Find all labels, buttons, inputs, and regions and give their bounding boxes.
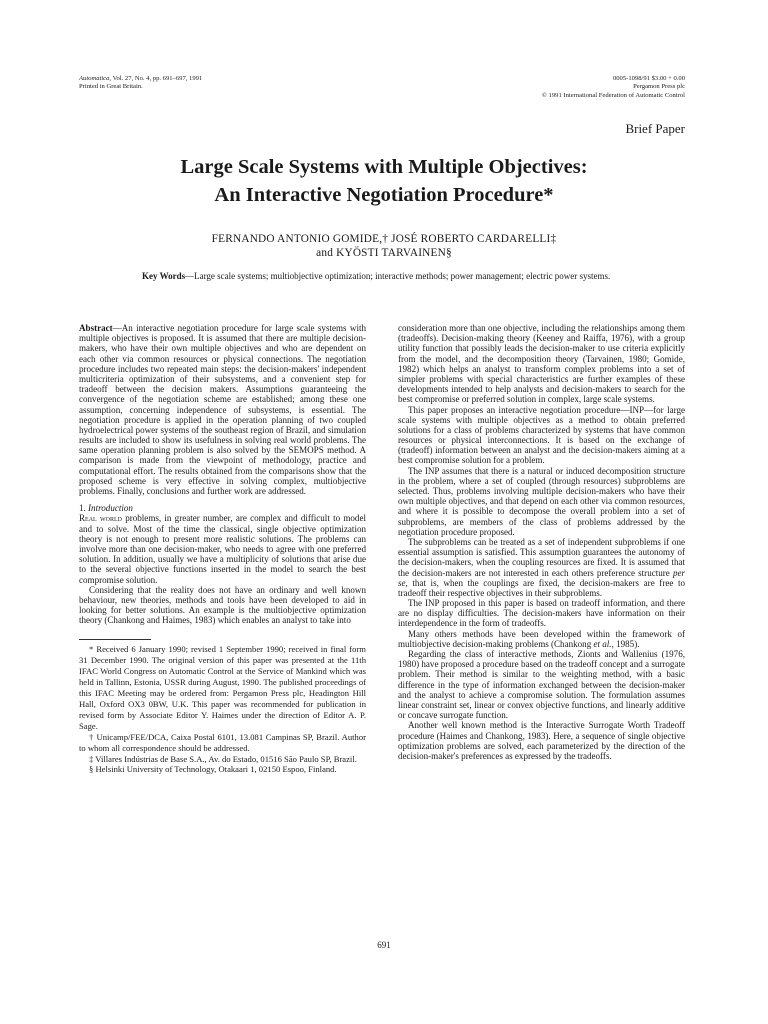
right-paragraph-5: The INP proposed in this paper is based on tradeoff information, and there are no display difficulties. The decision-makers have information on their interdependence in the form of tradeoffs. (398, 598, 685, 629)
page-number: 691 (377, 940, 391, 950)
authors-line-1: FERNANDO ANTONIO GOMIDE,† JOSÉ ROBERTO CARDARELLI‡ (211, 233, 557, 245)
abstract-text: —An interactive negotiation procedure for large scale systems with multiple objectives is proposed. It is assumed that there are multiple decision-makers, who have their own multiple objectives and who are dependent on each other via common resources or physical connections. The negotiation procedure includes two repeated main steps: the decision-makers' independent multicriteria optimization of their subsystems, and a convenient step for tradeoff between the decision makers. Assumptions guaranteeing the convergence of the negotiation scheme are established; among these one assumption, concerning independence of subsystems, is essential. The negotiation procedure is applied in the operation planning of two coupled hydroelectrical power systems of the southeast region of Brazil, and simulation results are included to show its usefulness in solving real world problems. The same operation planning problem is also solved by the SEMOPS method. A comparison is made from the viewpoint of methodology, practice and computational effort. The results obtained from the comparisons show that the proposed scheme is very effective in solving complex, multiobjective problems. Finally, conclusions and further work are addressed. (79, 323, 366, 496)
footnote-dagger: † Unicamp/FEE/DCA, Caixa Postal 6101, 13.081 Campinas SP, Brazil. Author to whom all correspondence should be addressed. (79, 731, 366, 753)
footnotes (79, 644, 366, 775)
footnote-received: * Received 6 January 1990; revised 1 September 1990; received in final form 31 December 1990. The original version of this paper was presented at the 11th IFAC World Congress on Automatic Control at the Service of Mankind which was held in Tallinn, Estonia, USSR during August, 1990. The published proceedings of this IFAC Meeting may be ordered from: Pergamon Press plc, Headington Hill Hall, Oxford OX3 0BW, U.K. This paper was recommended for publication in revised form by Associate Editor Y. Haimes under the direction of Editor A. P. Sage. (79, 644, 366, 731)
journal-citation: Automatica, Vol. 27, No. 4, pp. 691–697, 1991 (79, 75, 203, 82)
printed-note: Printed in Great Britain. (79, 83, 143, 91)
journal-header (79, 75, 202, 92)
right-paragraph-3: The INP assumes that there is a natural or induced decomposition structure in the problem, where a set of coupled (through resources) subproblems are selected. Thus, problems involving multiple decision-makers who have their own multiple objectives, and that depend on each other via common resources, and where it is possible to decompose the overall problem into a set of subproblems, are members of the class of problems addressed by the negotiation procedure proposed. (398, 465, 685, 537)
right-paragraph-4: The subproblems can be treated as a set of independent subproblems if one essential assumption is satisfied. This assumption guarantees the autonomy of the decision-makers, when the coupling resources are fixed. It is assumed that the decision-makers are not interested in each others preference structure per se, that is, when the couplings are fixed, the decision-makers are free to tradeoff their respective objectives in their subproblems. (398, 536, 685, 598)
keywords-text: —Large scale systems; multiobjective optimization; interactive methods; power management; electric power systems. (185, 271, 611, 281)
abstract-label: Abstract (79, 323, 113, 333)
abstract (79, 323, 366, 496)
intro-paragraph-2: Considering that the reality does not have an ordinary and well known behaviour, new theories, methods and tools have been developed to aid in looking for better solutions. An example is the multiobjective optimization theory (Chankong and Haimes, 1983) which enables an analyst to take into (79, 584, 366, 626)
title-line-2: An Interactive Negotiation Procedure* (214, 184, 554, 206)
authors-line-2: and KYÖSTI TARVAINEN§ (316, 247, 452, 259)
left-column (79, 323, 366, 775)
right-paragraph-1: consideration more than one objective, including the relationships among them (tradeoffs). Decision-making theory (Keeney and Raiffa, 1976), with a group utility function that possibly leads the decision-maker to use criteria explicitly from the model, and the decomposition theory (Tarvainen, 1980; Gomide, 1982) which helps an analyst to transform complex problems into a set of simpler problems with special characteristics are further examples of these developments intended to help analysts and decision-makers to search for the best compromise or preferred solution in complex, large scale systems. (398, 323, 685, 405)
keywords (142, 271, 626, 282)
copyright: © 1991 International Federation of Automatic Control (541, 91, 685, 99)
author-list (0, 232, 768, 260)
footnote-section: § Helsinki University of Technology, Otakaari 1, 02150 Espoo, Finland. (89, 764, 337, 775)
keywords-label: Key Words (142, 271, 186, 281)
article-type: Brief Paper (625, 121, 685, 136)
right-paragraph-7: Regarding the class of interactive methods, Zionts and Wallenius (1976, 1980) have proposed a procedure based on the tradeoff concept and a surrogate problem. Their method is similar to the weighting method, with a basic difference in the type of information exchanged between the decision-maker and the analyst to achieve a compromise solution. The formulation assumes linear constraint set, linear or convex objective functions, and linearly additive or concave surrogate function. (398, 649, 685, 721)
right-paragraph-6: Many others methods have been developed within the framework of multiobjective decision-making problems (Chankong et al., 1985). (398, 628, 685, 649)
publisher: Pergamon Press plc (633, 83, 685, 91)
paper-title (0, 153, 768, 209)
section-heading-introduction: 1. Introduction (79, 503, 133, 514)
footnote-divider (79, 639, 151, 640)
price-code: 0005-1098/91 $3.00 + 0.00 (612, 75, 685, 82)
right-paragraph-8: Another well known method is the Interactive Surrogate Worth Tradeoff procedure (Haimes and Chankong, 1983). Here, a sequence of single objective optimization problems are solved, each parameterized by the direction of the decision-maker's preferences as expressed by the tradeoffs. (398, 720, 685, 761)
title-line-1: Large Scale Systems with Multiple Objectives: (180, 156, 588, 178)
right-column (398, 323, 685, 761)
footnote-ddagger: ‡ Villares Indústrias de Base S.A., Av. do Estado, 01516 São Paulo SP, Brazil. (89, 753, 357, 764)
publisher-header (542, 75, 685, 100)
intro-paragraph-1: Real world problems, in greater number, are complex and difficult to model and to solve. Most of the time the classical, single objective optimization theory is not enough to present more realistic solutions. The problems can involve more than one decision-maker, who needs to agree with one preferred solution. In addition, usually we have a multiplicity of solutions that arise due to the several objective functions inserted in the model to search the best compromise solution. (79, 513, 366, 585)
right-paragraph-2: This paper proposes an interactive negotiation procedure—INP—for large scale systems with multiple objectives as a method to obtain preferred solutions for a class of problems characterized by systems that have common resources or physical interconnections. It is based on the exchange of (tradeoff) information between an analyst and the decision-makers aiming at a best compromise solution for a problem. (398, 404, 685, 466)
